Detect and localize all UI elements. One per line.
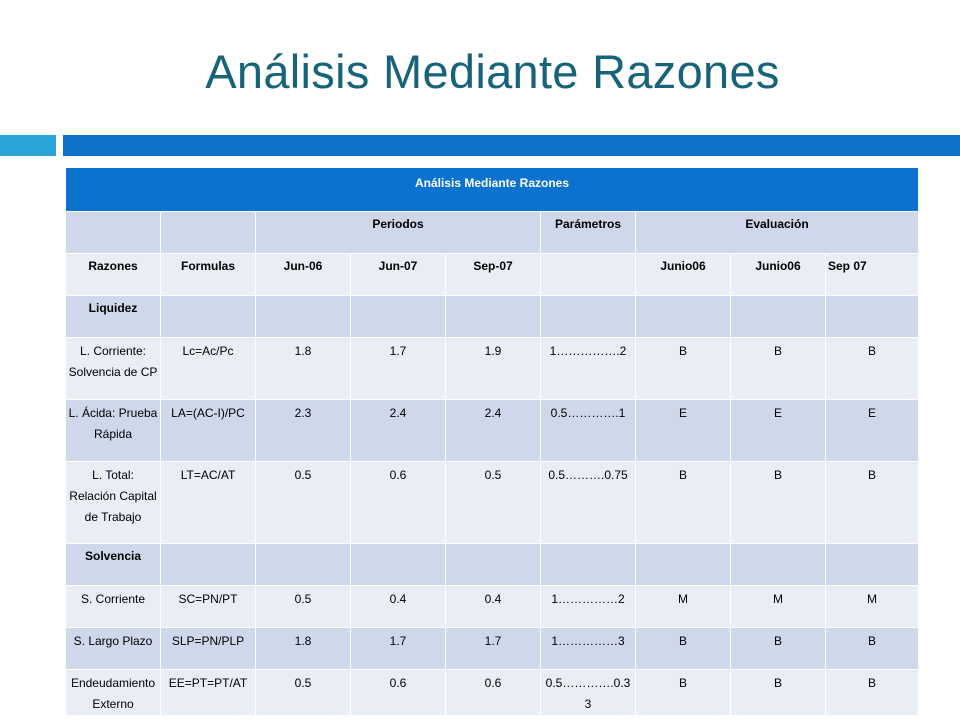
parameter-range: 0.5………….1 [541,400,636,462]
accent-bar-left [0,135,56,156]
ratio-formula: EE=PT=PT/AT [161,670,256,716]
evaluation-value: B [731,628,826,670]
accent-bar-right [63,135,960,156]
period-value: 0.5 [256,670,351,716]
empty-cell [161,212,256,254]
period-value: 1.7 [351,338,446,400]
parameter-range: 0.5………….0.33 [541,670,636,716]
evaluation-value: E [826,400,919,462]
table-row [66,628,919,670]
evaluation-value: M [731,586,826,628]
parameter-range: 1……………2 [541,586,636,628]
period-value: 0.5 [256,462,351,544]
table-row [66,400,919,462]
period-header: Jun-07 [351,254,446,296]
ratio-formula: SLP=PN/PLP [161,628,256,670]
empty-cell [66,212,161,254]
table-title: Análisis Mediante Razones [66,168,919,212]
parameter-range: 1…………….2 [541,338,636,400]
evaluation-value: B [636,338,731,400]
table-row [66,338,919,400]
period-value: 0.5 [446,462,541,544]
period-header: Jun-06 [256,254,351,296]
evaluation-header: Sep 07 [826,254,919,296]
ratio-name: L. Total: Relación Capital de Trabajo [66,462,161,544]
parametros-header: Parámetros [541,212,636,254]
table-row [66,670,919,716]
section-row-liquidez [66,296,919,338]
ratio-name: L. Corriente: Solvencia de CP [66,338,161,400]
evaluation-value: B [826,462,919,544]
ratio-formula: Lc=Ac/Pc [161,338,256,400]
slide-title: Análisis Mediante Razones [205,45,780,98]
ratio-formula: LT=AC/AT [161,462,256,544]
evaluation-header: Junio06 [731,254,826,296]
evaluation-value: B [731,462,826,544]
section-row-solvencia [66,544,919,586]
razones-header: Razones [66,254,161,296]
periodos-header: Periodos [256,212,541,254]
parameter-range: 1……………3 [541,628,636,670]
evaluation-value: E [731,400,826,462]
table-row [66,462,919,544]
period-value: 2.3 [256,400,351,462]
period-value: 1.7 [351,628,446,670]
formulas-header: Formulas [161,254,256,296]
evaluation-value: M [826,586,919,628]
table-title-row [66,168,919,212]
period-value: 0.4 [446,586,541,628]
period-value: 2.4 [446,400,541,462]
evaluacion-header: Evaluación [636,212,919,254]
period-value: 0.4 [351,586,446,628]
period-value: 0.6 [351,670,446,716]
ratio-name: S. Largo Plazo [66,628,161,670]
evaluation-value: B [826,338,919,400]
evaluation-value: B [636,628,731,670]
period-value: 1.8 [256,338,351,400]
period-value: 0.5 [256,586,351,628]
ratio-formula: SC=PN/PT [161,586,256,628]
section-label: Liquidez [66,296,161,338]
group-header-row [66,212,919,254]
period-value: 1.8 [256,628,351,670]
period-value: 0.6 [446,670,541,716]
period-value: 2.4 [351,400,446,462]
empty-cell [541,254,636,296]
evaluation-value: B [636,462,731,544]
period-header: Sep-07 [446,254,541,296]
ratio-formula: LA=(AC-I)/PC [161,400,256,462]
period-value: 0.6 [351,462,446,544]
period-value: 1.9 [446,338,541,400]
evaluation-value: E [636,400,731,462]
table-row [66,586,919,628]
ratio-analysis-table [65,167,919,716]
ratio-name: Endeudamiento Externo [66,670,161,716]
evaluation-value: B [826,670,919,716]
evaluation-value: B [636,670,731,716]
evaluation-value: B [826,628,919,670]
period-value: 1.7 [446,628,541,670]
evaluation-value: M [636,586,731,628]
evaluation-header: Junio06 [636,254,731,296]
ratio-name: S. Corriente [66,586,161,628]
parameter-range: 0.5……….0.75 [541,462,636,544]
section-label: Solvencia [66,544,161,586]
column-header-row [66,254,919,296]
evaluation-value: B [731,338,826,400]
evaluation-value: B [731,670,826,716]
ratio-name: L. Ácida: Prueba Rápida [66,400,161,462]
